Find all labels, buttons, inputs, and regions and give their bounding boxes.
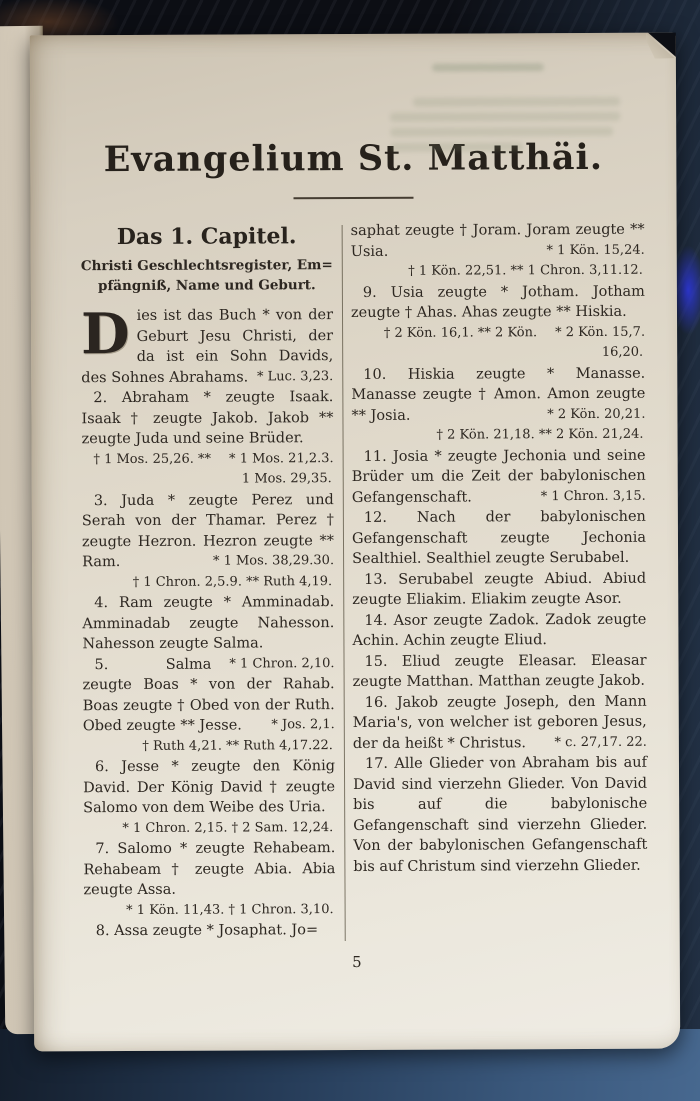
verse-reference-line: † 1 Kön. 22,51. ** 1 Chron. 3,11.12. [408,262,643,279]
verse-paragraph [352,568,646,610]
verse-reference-line: † 1 Mos. 25,26. ** 1 Mos. 29,35. [93,451,332,487]
verse-paragraph [80,301,334,388]
verse-paragraph [352,507,646,570]
verse-text: 3. Juda * zeugte Perez und Serah von der Thamar. Perez † zeugte Hezron. Hezron zeugte ** Ram. [81,491,335,571]
verse-reference-line: † 1 Chron. 2,5.9. ** Ruth 4,19. [132,573,333,590]
verse-reference-line: † 2 Kön. 16,1. ** 2 Kön. 16,20. [383,324,644,360]
chapter-subtitle-line: pfängniß, Name und Geburt. [97,276,316,294]
book-page [30,33,680,1052]
verse-text: 2. Abraham * zeugte Isaak. Isaak † zeugte Jakob. Jakob ** zeugte Juda und seine Brüder. [81,389,334,448]
title-divider [293,197,413,200]
drop-cap-initial: D [80,301,130,368]
page-number: 5 [352,952,362,971]
column-divider [342,225,346,941]
verse-text: 13. Serubabel zeugte Abiud. Abiud zeugte Eliakim. Eliakim zeugte Asor. [352,570,647,609]
verse-reference: * 1 Mos. 21,2.3. [229,450,334,467]
bleedthrough-text [390,91,620,158]
page-title: Evangelium St. Matthäi. [103,136,604,181]
verse-reference-line: * 1 Chron. 2,15. † 2 Sam. 12,24. [122,819,334,836]
text-columns [31,214,680,942]
verse-paragraph [81,387,334,467]
verse-reference: * Luc. 3,23. [256,368,334,385]
verse-paragraph [352,650,646,692]
verse-text: 9. Usia zeugte * Jotham. Jotham zeugte † Ahas. Ahas zeugte ** Hiskia. [350,283,645,322]
verse-paragraph [84,920,336,942]
verse-reference: * 1 Chron. 2,10. [229,655,335,672]
verse-reference-line: * 1 Kön. 11,43. † 1 Chron. 3,10. [126,901,334,918]
verse-text: 6. Jesse * zeugte den König David. Der König David † zeugte Salomo von dem Weibe des Uria. [83,758,336,817]
verse-text: 14. Asor zeugte Zadok. Zadok zeugte Achin. Achin zeugte Eliud. [352,611,647,650]
verse-paragraph [83,756,335,819]
verse-reference: * 2 Kön. 20,21. [547,406,646,422]
verse-reference-line: † Ruth 4,21. ** Ruth 4,17.22. [142,737,333,754]
left-column-verses [80,301,336,942]
right-column [351,220,648,941]
verse-reference: * 1 Kön. 15,24. [546,242,645,258]
verse-text: 11. Josia * zeugte Jechonia und seine Brüder um die Zeit der babylonischen Gefangenschaft. [351,447,646,506]
verse-paragraph [353,691,647,754]
verse-paragraph [351,220,645,262]
verse-text: 5. Salma zeugte Boas * von der Rahab. Boas zeugte † Obed von der Ruth. Obed zeugte ** Jesse. [82,656,335,735]
verse-text: 7. Salomo * zeugte Rehabeam. Rehabeam † zeugte Abia. Abia zeugte Assa. [83,840,336,899]
verse-text: 10. Hiskia zeugte * Manasse. Manasse zeugte † Amon. Amon zeugte ** Josia. [351,365,646,424]
verse-text: saphat zeugte † Joram. Joram zeugte ** Usia. [350,221,645,260]
verse-text: ies ist das Buch * von der Geburt Jesu Christi, der da ist ein Sohn Davids, des Sohnes Abrahams. [81,307,334,386]
verse-paragraph [350,281,646,340]
verse-reference: * 2 Kön. 15,7. [555,324,646,340]
verse-paragraph [352,445,646,508]
verse-paragraph [82,490,334,573]
verse-paragraph [82,592,335,672]
verse-reference: * c. 27,17. 22. [554,734,647,750]
verse-text: 16. Jakob zeugte Joseph, den Mann Maria's, von welcher ist geboren Jesus, der da heißt * Christus. [352,693,647,752]
verse-reference: * 1 Chron. 3,15. [540,488,646,504]
verse-text: 8. Assa zeugte * Josaphat. Jo= [95,922,319,940]
page-content-area [30,33,680,1052]
left-column [81,221,336,942]
verse-text: 12. Nach der babylonischen Gefangenschaft zeugte Jechonia Sealthiel. Sealthiel zeugte Serubabel. [351,508,647,568]
verse-reference: * 1 Mos. 38,29.30. [212,553,335,569]
chapter-subtitle [81,256,333,296]
bleedthrough-text-line [432,63,544,71]
verse-text: 15. Eliud zeugte Eleasar. Eleasar zeugte Matthan. Matthan zeugte Jakob. [352,652,647,691]
verse-paragraph [351,363,645,426]
verse-paragraph [352,609,646,651]
verse-paragraph [353,753,648,877]
chapter-heading: Das 1. Capitel. [116,223,297,251]
verse-reference: * Jos. 2,1. [271,717,335,733]
verse-reference-line: † 2 Kön. 21,18. ** 2 Kön. 21,24. [436,426,644,443]
right-column-verses [351,220,648,877]
verse-paragraph [83,838,335,901]
chapter-subtitle-line: Christi Geschlechtsregister, Em= [80,257,333,275]
verse-text: 4. Ram zeugte * Amminadab. Amminadab zeugte Nahesson. Nahesson zeugte Salma. [82,594,335,653]
verse-text: 17. Alle Glieder von Abraham bis auf David sind vierzehn Glieder. Von David bis auf die babylonische Gefangenschaft sind vierzehn Glieder. Von der babylonischen Gefangenschaft bis auf Christum sind vierzehn Glieder. [353,754,648,875]
